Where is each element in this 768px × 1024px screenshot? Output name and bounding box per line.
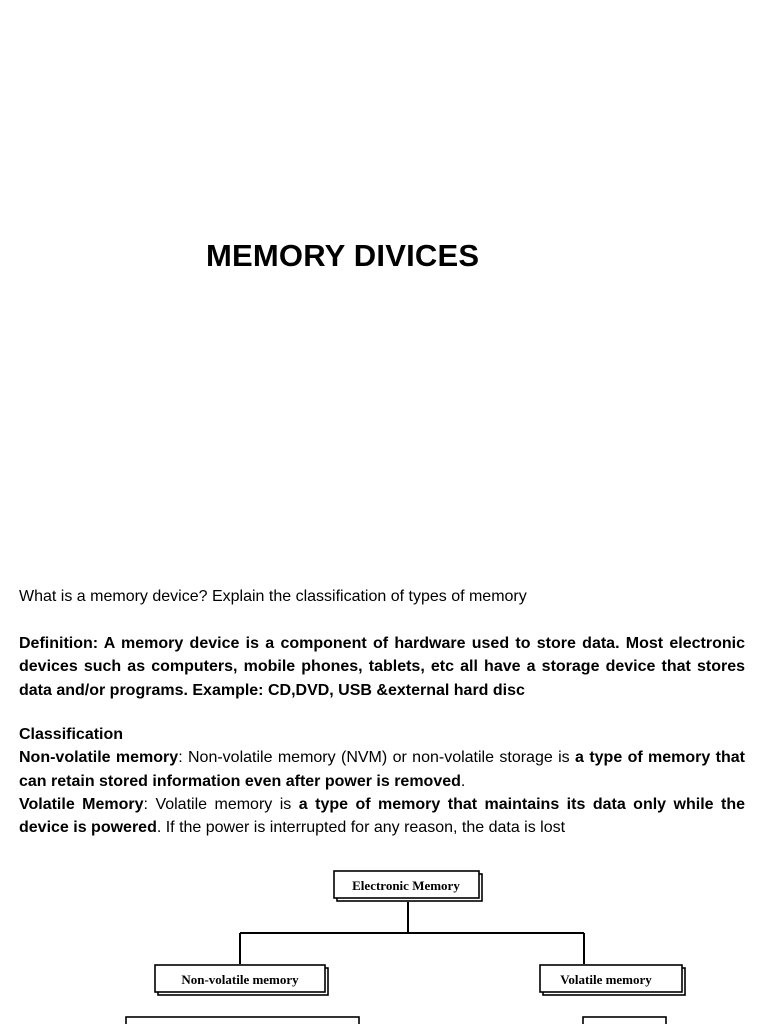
volatile-paragraph xyxy=(19,793,745,840)
volatile-node-label: Volatile memory xyxy=(560,972,652,987)
non-volatile-definition: a type of memory that can retain stored information even after power is removed xyxy=(19,749,745,790)
non-volatile-tail: . xyxy=(460,772,466,790)
classification-section xyxy=(19,723,745,839)
volatile-term: Volatile Memory xyxy=(19,795,144,813)
volatile-intro: : Volatile memory is xyxy=(143,795,299,813)
volatile-node xyxy=(540,965,685,995)
root-node-label: Electronic Memory xyxy=(352,878,460,893)
memory-classification-diagram xyxy=(0,868,768,1024)
root-node xyxy=(334,871,482,901)
non-volatile-node xyxy=(155,965,328,995)
page-title: MEMORY DIVICES xyxy=(206,238,480,273)
diagram-connectors xyxy=(240,902,584,964)
definition-label: Definition: xyxy=(19,635,99,652)
non-volatile-term: Non-volatile memory xyxy=(19,749,179,767)
definition-text: A memory device is a component of hardware used to store data. Most electronic devices such as computers, mobile phones, tablets, etc all have a storage device that stores data and/or programs. Example: CD,DVD, USB &external hard disc xyxy=(19,635,745,699)
non-volatile-node-label: Non-volatile memory xyxy=(181,972,299,987)
diagram-cutoff-children xyxy=(126,1017,666,1024)
non-volatile-paragraph xyxy=(19,746,745,793)
definition-paragraph xyxy=(19,632,745,702)
volatile-definition: a type of memory that maintains its data only while the device is powered xyxy=(19,795,745,837)
volatile-tail: . If the power is interrupted for any reason, the data is lost xyxy=(156,819,566,837)
classification-heading: Classification xyxy=(19,726,124,743)
non-volatile-intro: : Non-volatile memory (NVM) or non-volatile storage is xyxy=(178,749,576,767)
question-text: What is a memory device? Explain the classification of types of memory xyxy=(19,588,527,605)
